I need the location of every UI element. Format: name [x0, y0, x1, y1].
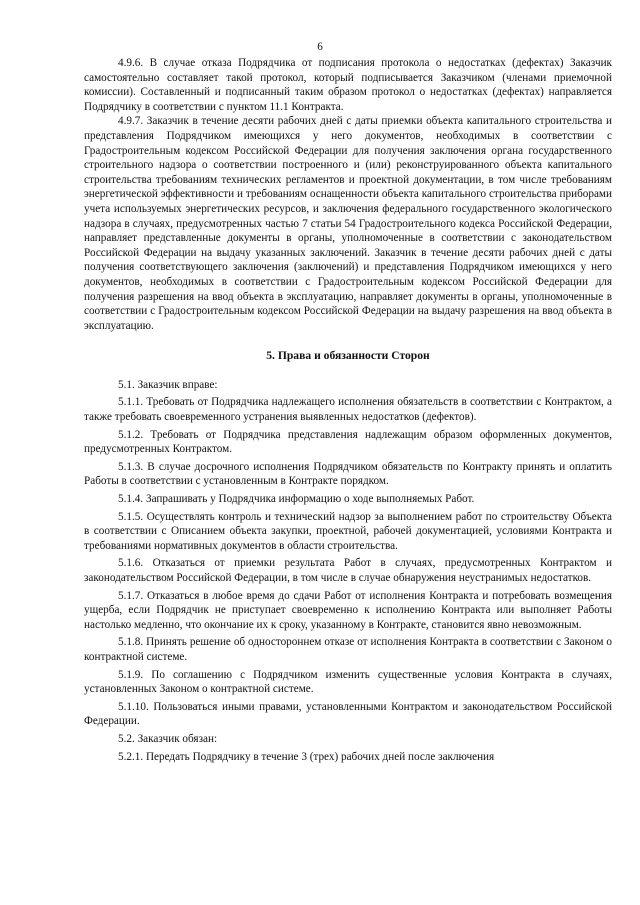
paragraph-4-9-6: 4.9.6. В случае отказа Подрядчика от подписания протокола о недостатках (дефектах) Заказчик самостоятельно составляет такой протокол, который подписывается Заказчиком (членами приемочной комиссии). Составленный и подписанный таким образом протокол о недостатках (дефектах) направляется Подрядчику в соответствии с пунктом 11.1 Контракта.	[84, 57, 612, 113]
paragraph-5-2-1: 5.2.1. Передать Подрядчику в течение 3 (трех) рабочих дней после заключения	[118, 750, 495, 763]
paragraph-4-9-7: 4.9.7. Заказчик в течение десяти рабочих дней с даты приемки объекта капитального строительства и представления Подрядчиком имеющихся у него документов, необходимых в соответствии с Градостроительным кодексом Российской Федерации для получения заключения органа государственного строительного надзора о соответствии построенного и (или) реконструированного объекта капитального строительства требованиям технических регламентов и проектной документации, в том числе требованиям энергетической эффективности и требованиям оснащенности объекта капитального строительства приборами учета используемых энергетических ресурсов, и заключения федерального государственного экологического надзора в случаях, предусмотренных частью 7 статьи 54 Градостроительного кодекса Российской Федерации, направляет представленные документы в органы, уполномоченные в соответствии с законодательством Российской Федерации на выдачу указанных заключений. Заказчик в течение десяти рабочих дней с даты получения соответствующего заключения (заключений) и представления Подрядчиком имеющихся у него документов, необходимых в соответствии с Градостроительным кодексом Российской Федерации для получения разрешения на ввод объекта в эксплуатацию, направляет документы в органы, уполномоченные в соответствии с Градостроительным кодексом Российской Федерации на выдачу разрешения на ввод объекта в эксплуатацию.	[84, 115, 612, 332]
paragraph-5-2: 5.2. Заказчик обязан:	[118, 732, 218, 745]
paragraph-5-1-2: 5.1.2. Требовать от Подрядчика представления надлежащим образом оформленных документов, предусмотренных Контрактом.	[84, 428, 612, 456]
paragraph-5-1-1: 5.1.1. Требовать от Подрядчика надлежащего исполнения обязательств в соответствии с Контрактом, а также требовать своевременного устранения выявленных недостатков (дефектов).	[84, 396, 612, 424]
paragraph-5-1-10: 5.1.10. Пользоваться иными правами, установленными Контрактом и законодательством Российской Федерации.	[84, 700, 612, 728]
page-number: 6	[317, 41, 323, 53]
paragraph-5-1-5: 5.1.5. Осуществлять контроль и технический надзор за выполнением работ по строительству Объекта в соответствии с Описанием объекта закупки, проектной, рабочей документацией, условиями Контракта и требованиями нормативных документов в области строительства.	[84, 510, 612, 552]
paragraph-5-1-7: 5.1.7. Отказаться в любое время до сдачи Работ от исполнения Контракта и потребовать возмещения ущерба, если Подрядчик не приступает своевременно к исполнению Контракта или выполняет Работы настолько медленно, что окончание их к сроку, указанному в Контракте, становится явно невозможным.	[84, 589, 612, 631]
paragraph-5-1-6: 5.1.6. Отказаться от приемки результата Работ в случаях, предусмотренных Контрактом и законодательством Российской Федерации, в том числе в случае обнаружения неустранимых недостатков.	[84, 557, 612, 584]
paragraph-5-1-8: 5.1.8. Принять решение об одностороннем отказе от исполнения Контракта в соответствии с Законом о контрактной системе.	[84, 636, 612, 663]
paragraph-5-1-9: 5.1.9. По соглашению с Подрядчиком изменить существенные условия Контракта в случаях, установленных Законом о контрактной системе.	[84, 668, 612, 696]
section-title: 5. Права и обязанности Сторон	[266, 349, 430, 363]
paragraph-5-1-4: 5.1.4. Запрашивать у Подрядчика информацию о ходе выполняемых Работ.	[118, 493, 475, 506]
paragraph-5-1-3: 5.1.3. В случае досрочного исполнения Подрядчиком обязательств по Контракту принять и оплатить Работы в соответствии с установленным в Контракте порядком.	[84, 460, 612, 488]
paragraph-5-1: 5.1. Заказчик вправе:	[118, 378, 218, 391]
document-body	[84, 56, 612, 767]
